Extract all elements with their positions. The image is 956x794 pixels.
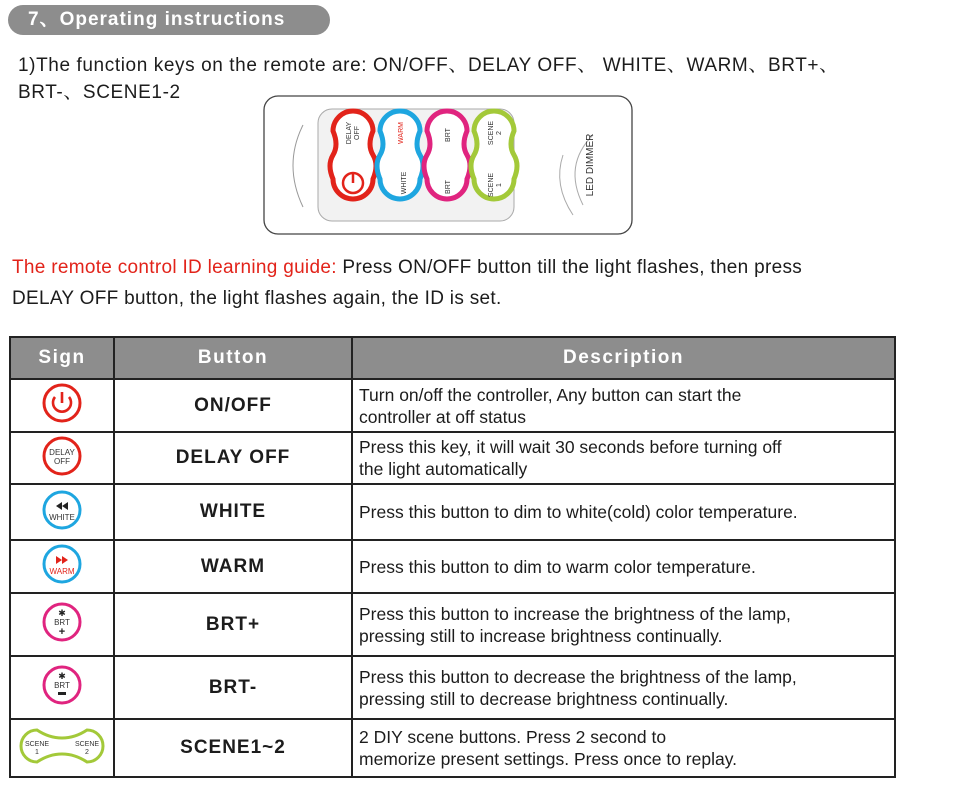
brt-minus-icon-label: BRT <box>54 681 70 690</box>
plus-icon: + <box>58 626 66 638</box>
button-name: WARM <box>114 540 352 593</box>
scene1-icon-label: SCENE <box>24 740 50 748</box>
intro-line-1: 1)The function keys on the remote are: ON/OFF、DELAY OFF、 WHITE、WARM、BRT+、 <box>18 55 839 76</box>
section-title: 7、Operating instructions <box>8 5 330 35</box>
table-header-row <box>10 337 895 379</box>
desc-line-1: Press this button to dim to white(cold) color temperature. <box>359 502 798 522</box>
id-learning-guide <box>12 252 956 314</box>
button-name: BRT- <box>114 656 352 719</box>
table-row <box>10 540 895 593</box>
sign-cell <box>10 719 114 777</box>
table-row <box>10 379 895 432</box>
sign-cell <box>10 656 114 719</box>
sign-cell <box>10 379 114 432</box>
delay-off-icon <box>41 435 83 477</box>
guide-title: The remote control ID learning guide: <box>12 257 337 278</box>
table-row <box>10 432 895 484</box>
desc-line-2: pressing still to increase brightness continually. <box>359 625 723 646</box>
desc-line-1: 2 DIY scene buttons. Press 2 second to <box>359 727 667 747</box>
desc-line-2: memorize present settings. Press once to replay. <box>359 749 738 769</box>
power-icon <box>41 382 83 424</box>
desc-line-1: Turn on/off the controller, Any button can start the <box>359 384 742 405</box>
remote-delay-label: DELAY <box>346 121 353 145</box>
white-icon-label: WHITE <box>49 512 75 522</box>
button-name: BRT+ <box>114 593 352 656</box>
brt-plus-icon-label: BRT <box>54 618 70 627</box>
description <box>352 719 895 777</box>
button-name: DELAY OFF <box>114 432 352 484</box>
delay-off-icon-line-1: DELAY <box>49 447 75 457</box>
header-sign: Sign <box>10 337 114 379</box>
remote-led-dimmer-label: LED DIMMER <box>585 133 596 197</box>
remote-white-label: WHITE <box>401 171 408 195</box>
warm-icon <box>41 543 83 585</box>
remote-scene2-num: 2 <box>496 131 503 135</box>
remote-white-key <box>401 171 408 194</box>
scene2-icon-num: 2 <box>85 748 89 756</box>
guide-text-1: Press ON/OFF button till the light flashes, then press <box>336 257 803 278</box>
sun-icon: ✱ <box>58 608 66 618</box>
delay-off-icon-line-2: OFF <box>54 456 70 466</box>
remote-brt-plus-label: BRT <box>445 180 452 194</box>
description <box>352 432 895 484</box>
desc-line-1: Press this button to increase the brightness of the lamp, <box>359 603 791 624</box>
table-row <box>10 484 895 540</box>
sign-cell <box>10 484 114 540</box>
remote-scene1-num: 1 <box>496 183 503 187</box>
description <box>352 593 895 656</box>
sign-cell <box>10 593 114 656</box>
sign-cell <box>10 432 114 484</box>
desc-line-1: Press this key, it will wait 30 seconds before turning off <box>359 437 782 457</box>
sun-icon: ✱ <box>58 671 66 681</box>
description <box>352 540 895 593</box>
brt-plus-icon <box>41 601 83 643</box>
remote-brt-minus-key <box>445 127 452 142</box>
function-keys-table <box>9 336 896 778</box>
scene-icon <box>17 726 107 766</box>
remote-off-label: OFF <box>354 126 361 140</box>
remote-brt-minus-label: BRT <box>445 128 452 142</box>
table-row <box>10 719 895 777</box>
desc-line-1: Press this button to decrease the brightness of the lamp, <box>359 666 797 687</box>
button-name: ON/OFF <box>114 379 352 432</box>
remote-scene2-label: SCENE <box>488 120 495 146</box>
guide-text-2: DELAY OFF button, the light flashes again, the ID is set. <box>12 288 502 309</box>
desc-line-2: pressing still to decrease brightness continually. <box>359 688 729 709</box>
remote-warm-label: WARM <box>398 122 405 144</box>
description <box>352 379 895 432</box>
sign-cell <box>10 540 114 593</box>
desc-line-1: Press this button to dim to warm color temperature. <box>359 556 756 577</box>
white-icon <box>41 489 83 531</box>
brt-minus-icon <box>41 664 83 706</box>
remote-illustration <box>263 95 633 235</box>
intro-line-2: BRT-、SCENE1-2 <box>18 82 181 103</box>
warm-icon-label: WARM <box>49 567 75 576</box>
scene2-icon-label: SCENE <box>74 740 100 748</box>
minus-icon <box>58 692 66 695</box>
scene1-icon-num: 1 <box>35 748 39 756</box>
button-name: WHITE <box>114 484 352 540</box>
desc-line-2: the light automatically <box>359 459 528 479</box>
header-description: Description <box>352 337 895 379</box>
table-row <box>10 593 895 656</box>
header-button: Button <box>114 337 352 379</box>
remote-warm-key <box>398 122 405 144</box>
description <box>352 484 895 540</box>
remote-scene1-label: SCENE <box>488 172 495 198</box>
desc-line-2: controller at off status <box>359 406 526 427</box>
description <box>352 656 895 719</box>
remote-brt-plus-key <box>445 179 452 194</box>
table-row <box>10 656 895 719</box>
button-name: SCENE1~2 <box>114 719 352 777</box>
